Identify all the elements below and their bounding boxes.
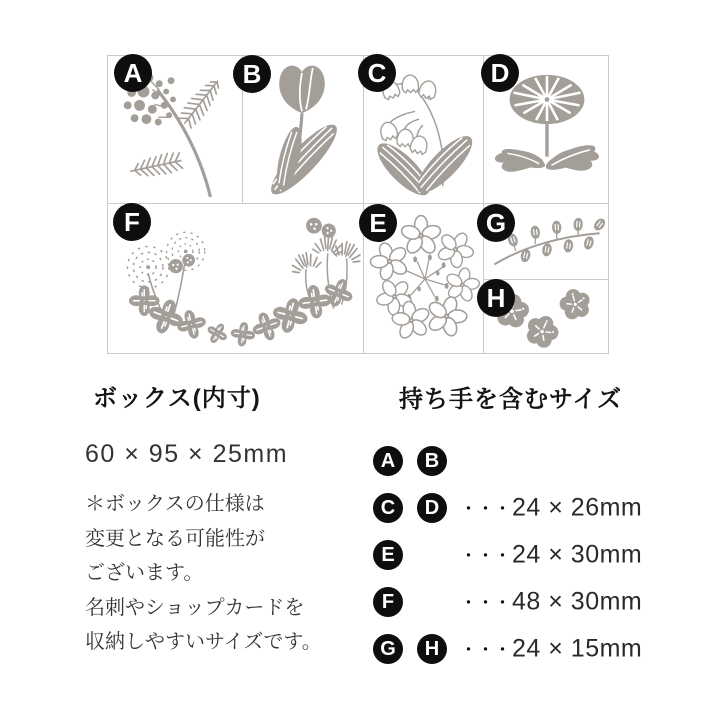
- stamp-label-badge-h: [477, 279, 515, 317]
- box-notes: [85, 487, 322, 660]
- size-row-gh: [373, 625, 673, 672]
- size-value: 24 × 26mm: [512, 493, 643, 521]
- ellipsis-dots: ・・・: [461, 641, 513, 658]
- box-dimensions: 60 × 95 × 25mm: [85, 440, 289, 468]
- stamp-label-c: C: [367, 58, 387, 88]
- size-value: 48 × 30mm: [512, 587, 643, 615]
- box-note-line: 名刺やショップカードを: [85, 596, 305, 619]
- stamp-label-badge-a: [114, 54, 152, 92]
- stamp-label-badge-d: [481, 54, 519, 92]
- box-note-line: 収納しやすいサイズです。: [85, 631, 322, 653]
- stamp-label-badge-g: [477, 204, 515, 242]
- stamp-label-d: D: [490, 58, 510, 88]
- size-badge-d: D: [417, 493, 447, 523]
- size-badge-b: B: [417, 446, 447, 476]
- size-badge-a: A: [373, 446, 403, 476]
- stamp-label-badge-e: [359, 204, 397, 242]
- size-badge-g: G: [373, 634, 403, 664]
- stamp-label-f: F: [124, 207, 140, 237]
- size-badge-h: H: [417, 634, 447, 664]
- box-size-heading: ボックス(内寸): [93, 385, 261, 412]
- size-row-ab: [373, 437, 673, 484]
- ellipsis-dots: ・・・: [461, 500, 513, 517]
- stamp-label-badge-f: [113, 203, 151, 241]
- handle-size-heading: 持ち手を含むサイズ: [399, 386, 623, 413]
- handle-size-section: [373, 385, 673, 705]
- size-row-f: [373, 578, 673, 625]
- stamp-label-badge-b: [233, 55, 271, 93]
- box-inner-size-section: [85, 385, 365, 653]
- stamp-label-g: G: [485, 208, 507, 238]
- box-note-line: ＊ボックスの仕様は: [85, 493, 265, 515]
- size-badge-c: C: [373, 493, 403, 523]
- box-note-line: ございます。: [85, 562, 204, 584]
- stamp-label-badge-c: [358, 54, 396, 92]
- size-badge-f: F: [373, 587, 403, 617]
- size-value: 24 × 15mm: [512, 634, 643, 662]
- size-row-cd: [373, 484, 673, 531]
- stamp-label-b: B: [242, 59, 262, 89]
- ellipsis-dots: ・・・: [461, 547, 513, 564]
- box-note-line: 変更となる可能性が: [85, 527, 265, 550]
- stamp-label-e: E: [369, 208, 387, 238]
- size-badge-e: E: [373, 540, 403, 570]
- stamp-label-h: H: [486, 283, 506, 313]
- ellipsis-dots: ・・・: [461, 594, 513, 611]
- stamp-design-grid: [107, 55, 609, 354]
- stamp-label-a: A: [123, 58, 143, 88]
- size-row-e: [373, 531, 673, 578]
- size-value: 24 × 30mm: [512, 540, 643, 568]
